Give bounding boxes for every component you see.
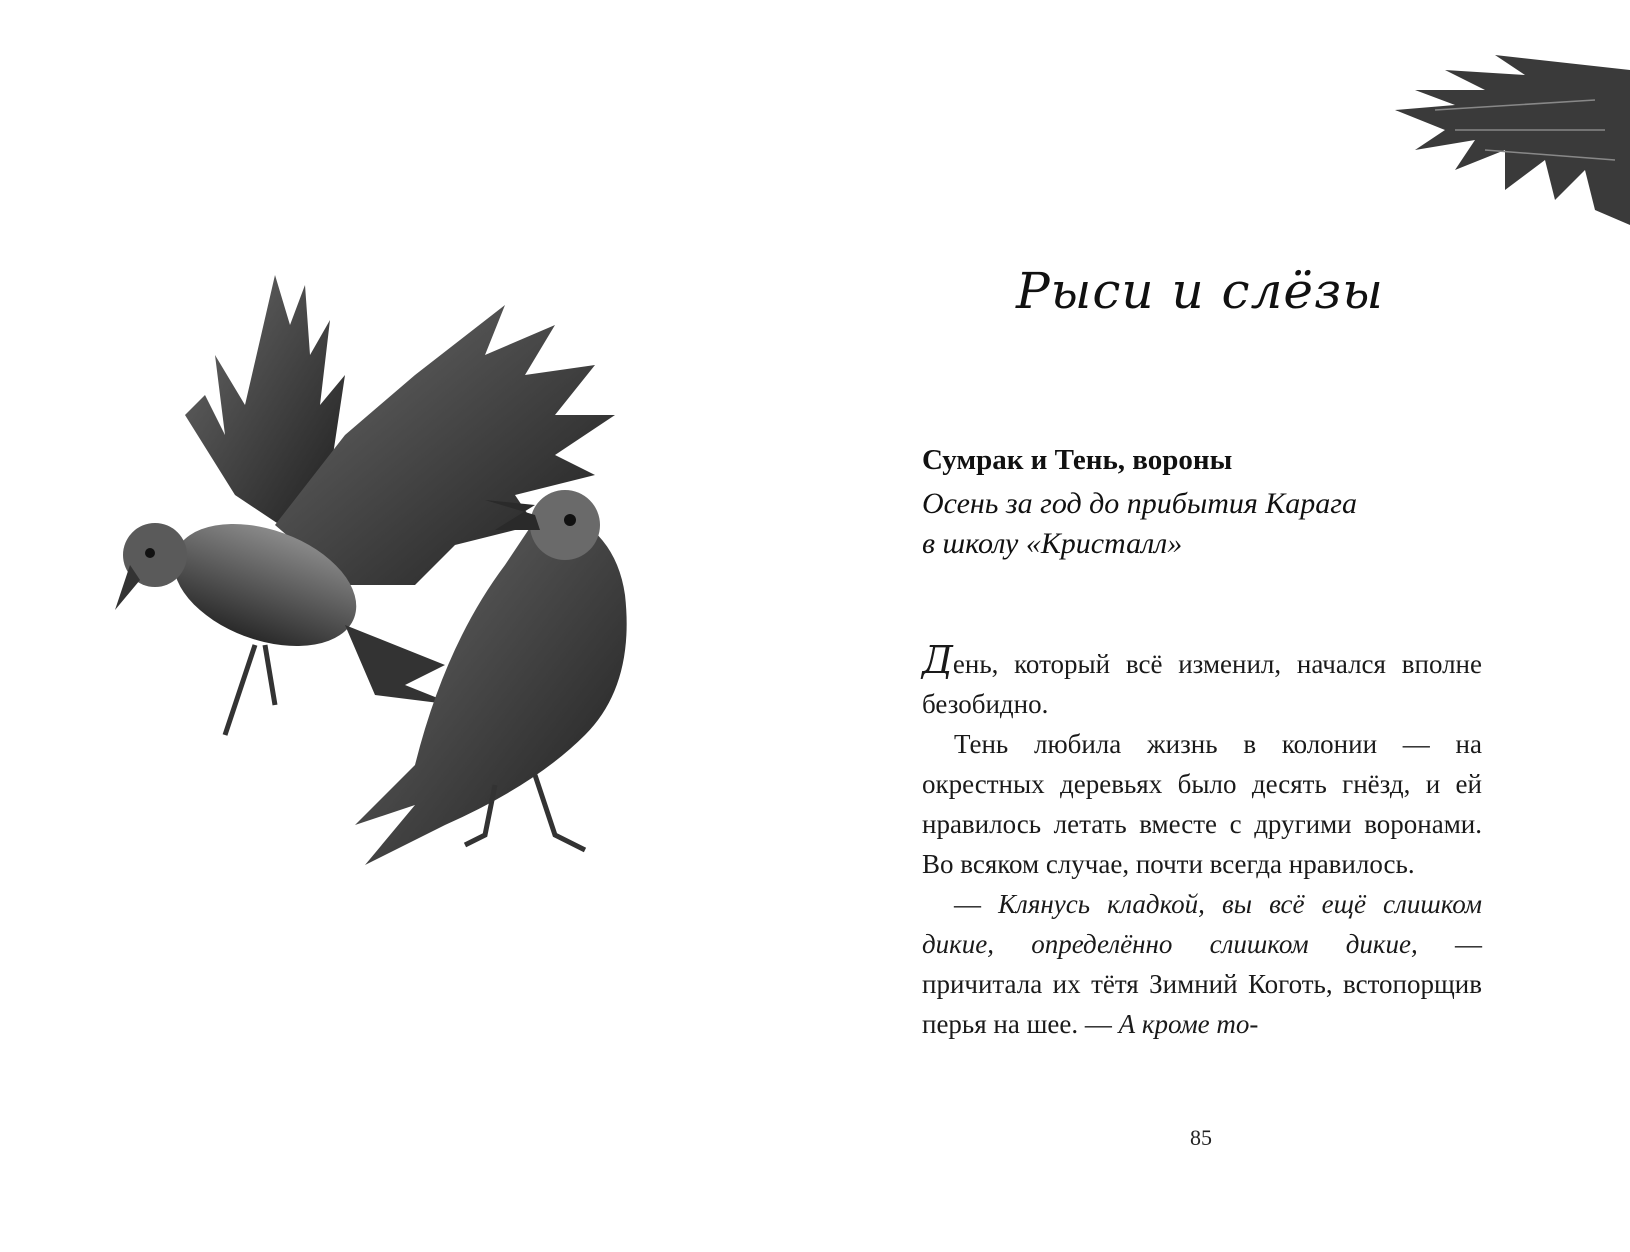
paragraph-2: Тень любила жизнь в колонии — на окрестных деревьях было десять гнёзд, и ей нравилось летать вместе с другими воронами. Во всяком случае, почти всегда нравилось.	[922, 729, 1482, 879]
timeframe-line-2: в школу «Кристалл»	[922, 527, 1183, 560]
chapter-title: Рыси и слёзы	[1016, 262, 1384, 320]
dialogue-italic-end: А кроме то-	[1118, 1009, 1259, 1039]
body-text	[922, 640, 1482, 1044]
dialogue-dash: —	[954, 889, 999, 919]
two-ravens-illustration	[115, 265, 675, 905]
paragraph-1-text: ень, который всё изменил, начался вполне безобидно.	[922, 649, 1482, 719]
raven-wing-illustration	[1395, 50, 1630, 225]
paragraph-1	[922, 640, 1482, 724]
pov-heading: Сумрак и Тень, вороны	[922, 444, 1233, 476]
paragraph-3	[922, 884, 1482, 1044]
page-number: 85	[1190, 1125, 1212, 1150]
dialogue-narration: — причитала их тётя Зимний Коготь, встопорщив перья на шее. —	[922, 929, 1482, 1039]
chapter-timeframe	[922, 484, 1522, 564]
timeframe-line-1: Осень за год до прибытия Карага	[922, 487, 1357, 520]
drop-cap: Д	[922, 638, 953, 682]
dialogue-italic: Клянусь кладкой, вы всё ещё слишком дикие, определённо слишком дикие,	[922, 889, 1483, 959]
